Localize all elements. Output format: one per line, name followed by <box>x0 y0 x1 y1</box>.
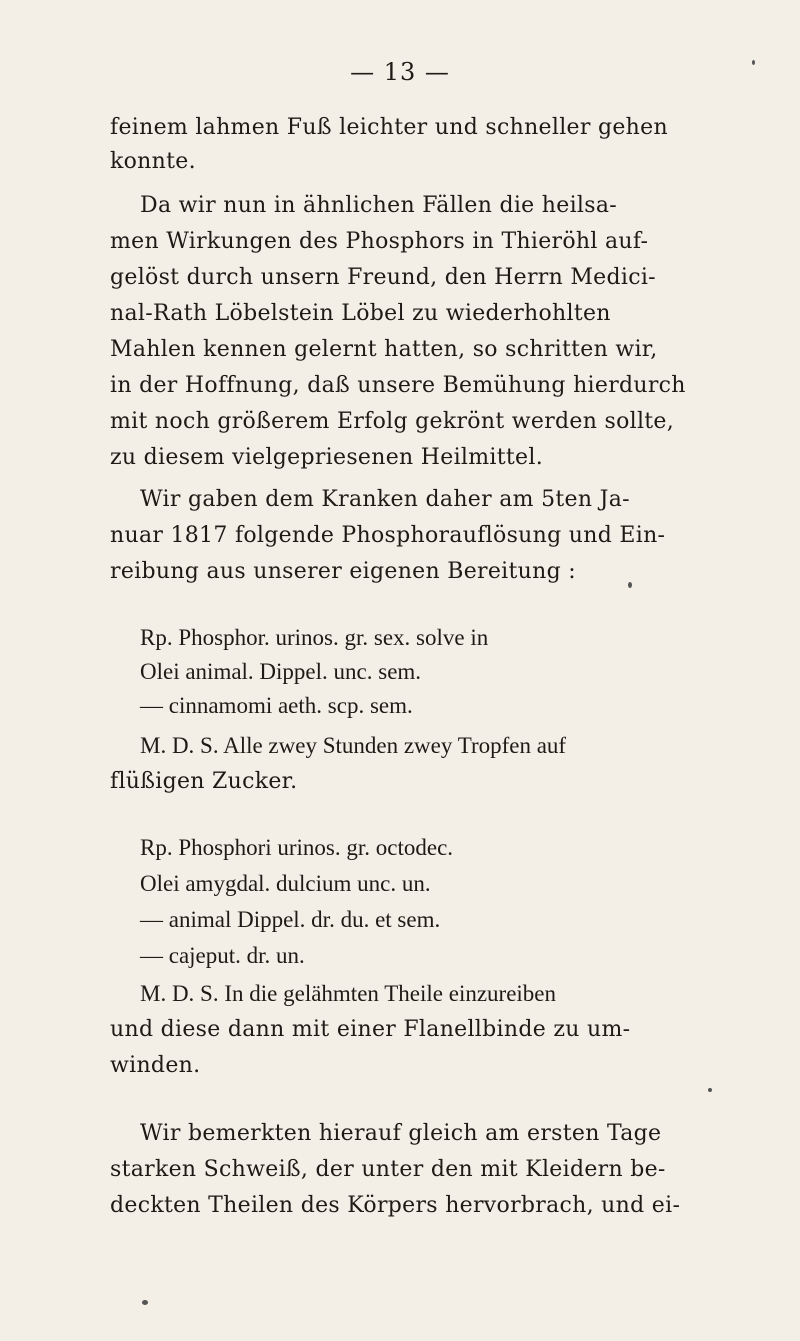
text-line: feinem lahmen Fuß leichter und schneller gehen <box>110 115 668 140</box>
ink-speck <box>708 1088 712 1092</box>
text-line: Da wir nun in ähnlichen Fällen die heilsa- <box>140 193 617 218</box>
recipe-line: M. D. S. In die gelähmten Theile einzureiben <box>140 981 557 1006</box>
text-line: starken Schweiß, der unter den mit Kleidern be- <box>110 1157 666 1182</box>
recipe-line: — cinnamomi aeth. scp. sem. <box>140 693 413 718</box>
text-line: nal-Rath Löbelstein Löbel zu wiederhohlten <box>110 301 611 326</box>
recipe-line: M. D. S. Alle zwey Stunden zwey Tropfen auf <box>140 733 567 758</box>
text-line: in der Hoffnung, daß unsere Bemühung hierdurch <box>110 373 686 398</box>
recipe-line: — cajeput. dr. un. <box>140 943 305 968</box>
text-line: gelöst durch unsern Freund, den Herrn Medici- <box>110 265 656 290</box>
recipe-line: Rp. Phosphor. urinos. gr. sex. solve in <box>140 625 489 650</box>
ink-speck <box>752 60 755 65</box>
text-line: Wir bemerkten hierauf gleich am ersten Tage <box>140 1121 662 1146</box>
page-number: — 13 — <box>350 58 450 86</box>
recipe-line: Rp. Phosphori urinos. gr. octodec. <box>140 835 454 860</box>
text-line: nuar 1817 folgende Phosphorauflösung und Ein- <box>110 523 666 548</box>
text-line: mit noch größerem Erfolg gekrönt werden sollte, <box>110 409 675 434</box>
text-line: Mahlen kennen gelernt hatten, so schritten wir, <box>110 337 658 362</box>
text-line: deckten Theilen des Körpers hervorbrach, und ei- <box>110 1193 681 1218</box>
recipe-line: und diese dann mit einer Flanellbinde zu um- <box>110 1017 631 1042</box>
text-line: men Wirkungen des Phosphors in Thieröhl auf- <box>110 229 649 254</box>
recipe-line: Olei amygdal. dulcium unc. un. <box>140 871 431 896</box>
text-line: reibung aus unserer eigenen Bereitung : <box>110 559 576 584</box>
recipe-line: — animal Dippel. dr. du. et sem. <box>140 907 441 932</box>
recipe-line: Olei animal. Dippel. unc. sem. <box>140 659 422 684</box>
ink-speck <box>142 1300 148 1305</box>
ink-speck <box>628 582 632 588</box>
text-line: Wir gaben dem Kranken daher am 5ten Ja- <box>140 487 630 512</box>
recipe-line: winden. <box>110 1053 201 1078</box>
text-line: konnte. <box>110 149 196 174</box>
text-line: zu diesem vielgepriesenen Heilmittel. <box>110 445 543 470</box>
recipe-line: flüßigen Zucker. <box>110 769 298 794</box>
